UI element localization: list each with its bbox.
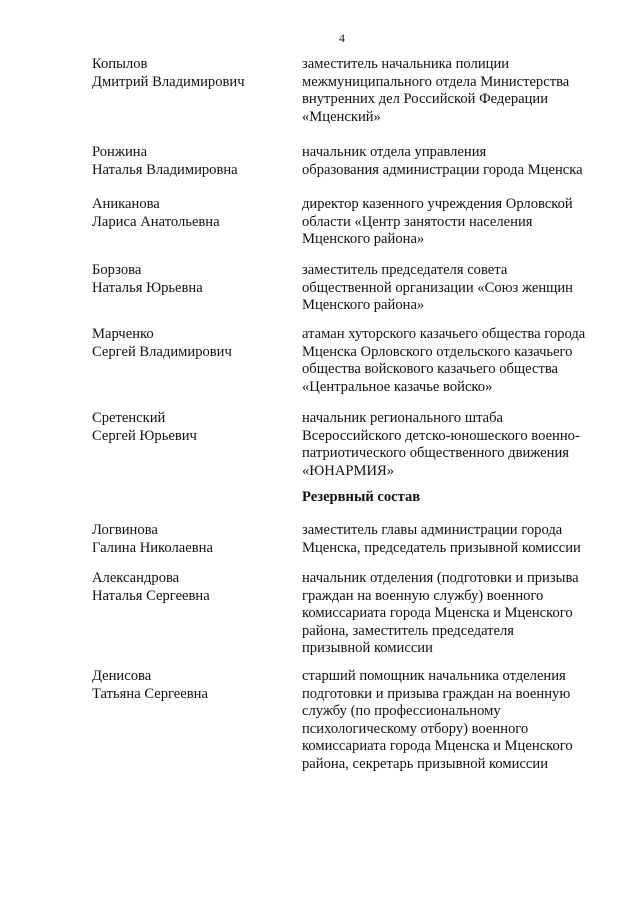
member-name [92, 570, 292, 605]
position-line: заместитель начальника полиции [302, 56, 510, 72]
position-line: начальник отдела управления [302, 144, 487, 160]
given-names: Сергей Юрьевич [92, 427, 197, 444]
given-names: Сергей Владимирович [92, 343, 232, 360]
position-line: заместитель главы администрации города [302, 522, 563, 538]
position-line: района, заместитель председателя [302, 622, 515, 639]
member-name [92, 196, 292, 231]
position-line: старший помощник начальника отделения [302, 668, 566, 684]
position-line: подготовки и призыва граждан на военную [302, 685, 571, 702]
position-line: межмуниципального отдела Министерства [302, 73, 570, 90]
position-line: Мценска, председатель призывной комиссии [302, 539, 581, 556]
given-names: Наталья Сергеевна [92, 587, 210, 604]
member-position [302, 326, 612, 396]
member-position [302, 144, 612, 179]
given-names: Наталья Юрьевна [92, 279, 203, 296]
reserve-section-heading: Резервный состав [302, 489, 421, 505]
member-name [92, 56, 292, 91]
given-names: Наталья Владимировна [92, 161, 238, 178]
surname: Александрова [92, 570, 180, 586]
member-name [92, 668, 292, 703]
member-position [302, 262, 612, 315]
position-line: патриотического общественного движения [302, 445, 569, 462]
position-line: внутренних дел Российской Федерации [302, 91, 549, 108]
position-line: «Центральное казачье войско» [302, 378, 493, 395]
member-position [302, 570, 612, 658]
position-line: начальник регионального штаба [302, 410, 504, 426]
surname: Логвинова [92, 522, 158, 538]
position-line: граждан на военную службу) военного [302, 587, 544, 604]
position-line: атаман хуторского казачьего общества города [302, 326, 586, 342]
surname: Аниканова [92, 196, 160, 212]
surname: Ронжина [92, 144, 148, 160]
position-line: Всероссийского детско-юношеского военно- [302, 427, 580, 444]
member-name [92, 144, 292, 179]
member-name [92, 326, 292, 361]
surname: Сретенский [92, 410, 166, 426]
position-line: общественной организации «Союз женщин [302, 279, 573, 296]
position-line: директор казенного учреждения Орловской [302, 196, 573, 212]
position-line: заместитель председателя совета [302, 262, 508, 278]
member-name [92, 262, 292, 297]
member-position [302, 196, 612, 249]
position-line: начальник отделения (подготовки и призыва [302, 570, 579, 586]
position-line: образования администрации города Мценска [302, 161, 583, 178]
given-names: Лариса Анатольевна [92, 213, 220, 230]
position-line: «ЮНАРМИЯ» [302, 462, 395, 479]
position-line: призывной комиссии [302, 640, 433, 657]
position-line: комиссариата города Мценска и Мценского [302, 738, 573, 755]
position-line: психологическому отбору) военного [302, 720, 529, 737]
surname: Денисова [92, 668, 152, 684]
position-line: общества войскового казачьего общества [302, 361, 559, 378]
member-position [302, 410, 612, 480]
position-line: службу (по профессиональному [302, 703, 501, 720]
position-line: области «Центр занятости населения [302, 213, 533, 230]
position-line: «Мценский» [302, 108, 381, 125]
given-names: Галина Николаевна [92, 539, 213, 556]
position-line: Мценского района» [302, 231, 425, 248]
surname: Копылов [92, 56, 148, 72]
member-position [302, 668, 612, 774]
position-line: комиссариата города Мценска и Мценского [302, 605, 573, 622]
member-name [92, 522, 292, 557]
member-position [302, 56, 612, 126]
page-number: 4 [339, 31, 345, 45]
member-name [92, 410, 292, 445]
surname: Борзова [92, 262, 142, 278]
member-position [302, 522, 612, 557]
position-line: района, секретарь призывной комиссии [302, 755, 549, 772]
given-names: Татьяна Сергеевна [92, 685, 208, 702]
position-line: Мценского района» [302, 297, 425, 314]
position-line: Мценска Орловского отдельского казачьего [302, 343, 573, 360]
surname: Марченко [92, 326, 154, 342]
given-names: Дмитрий Владимирович [92, 73, 245, 90]
